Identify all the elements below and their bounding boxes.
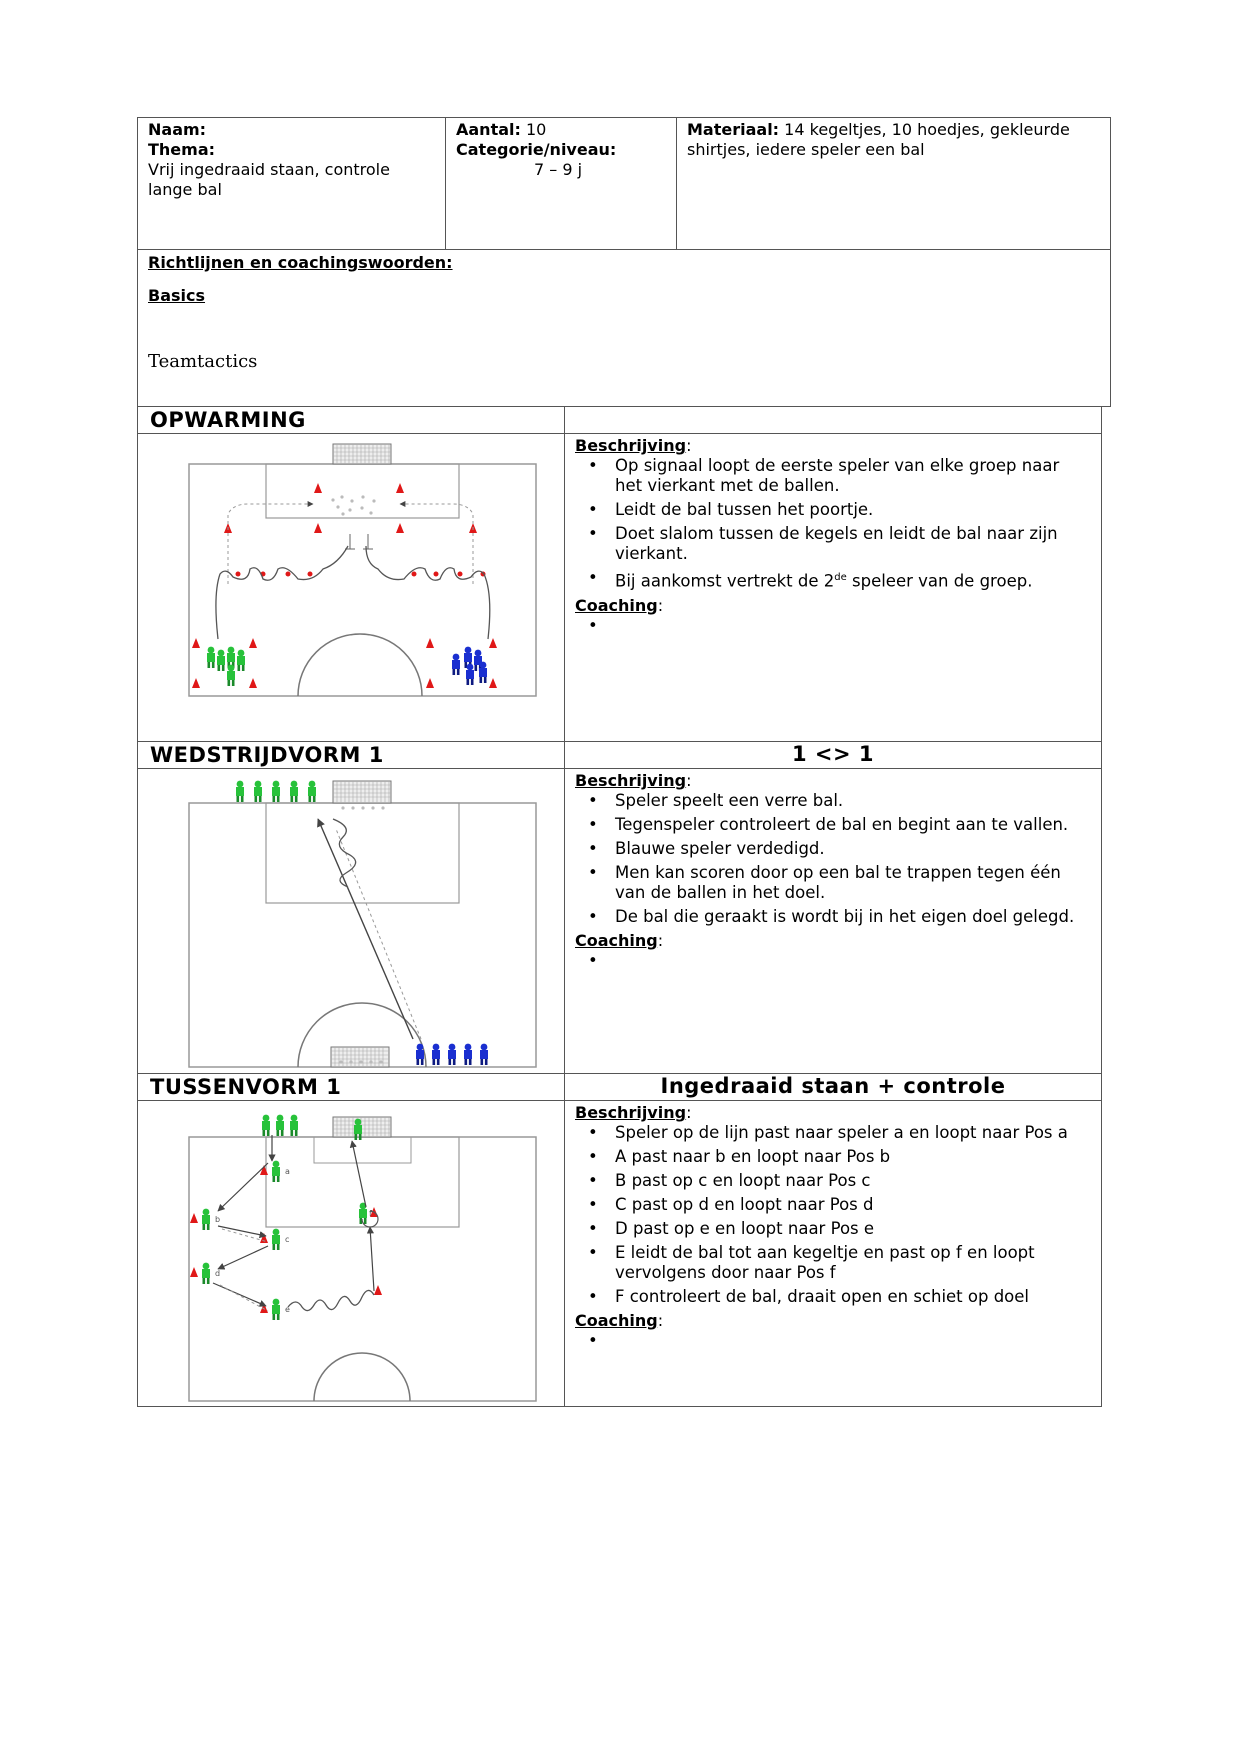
header-cell-aantal xyxy=(445,117,677,250)
description-item: • Bij aankomst vertrekt de 2de speleer van de groep. xyxy=(615,568,1091,592)
section-3-diagram-cell xyxy=(137,1100,565,1407)
coaching-item xyxy=(615,951,1091,971)
section-2-title-cell xyxy=(137,741,565,769)
coaching-list xyxy=(575,1331,1091,1351)
coaching-label: Coaching xyxy=(575,1311,658,1330)
description-item: • C past op d en loopt naar Pos d xyxy=(615,1195,1091,1215)
description-item: • Op signaal loopt de eerste speler van elke groep naar het vierkant met de ballen. xyxy=(615,456,1091,496)
section-1-text-cell: Beschrijving: • Op signaal loopt de eerste speler van elke groep naar het vierkant met de ballen. • Leidt de bal tussen het poortje. • Doet slalom tussen de kegels en leidt de bal naar zijn vierkant. • Bij aankomst vertrekt de 2de speleer van de groep. Coaching: • xyxy=(564,433,1102,742)
warmup-diagram xyxy=(138,434,564,741)
description-item: • B past op c en loopt naar Pos c xyxy=(615,1171,1091,1191)
description-item: • Men kan scoren door op een bal te trappen tegen één van de ballen in het doel. xyxy=(615,863,1091,903)
materiaal-value: 14 kegeltjes, 10 hoedjes, gekleurde shirtjes, iedere speler een bal xyxy=(687,120,1070,159)
section-1-title-cell xyxy=(137,406,565,434)
description-item: • E leidt de bal tot aan kegeltje en past op f en loopt vervolgens door naar Pos f xyxy=(615,1243,1091,1283)
section-3-title-cell xyxy=(137,1073,565,1101)
coaching-list xyxy=(575,951,1091,971)
basics-heading: Basics xyxy=(148,286,206,305)
description-item: • Speler op de lijn past naar speler a en loopt naar Pos a xyxy=(615,1123,1091,1143)
naam-label: Naam: xyxy=(148,120,207,139)
section-3-text-cell: Beschrijving: • Speler op de lijn past naar speler a en loopt naar Pos a • A past naar b en loopt naar Pos b • B past op c en loopt naar Pos c • C past op d en loopt naar Pos d • D past op e en loopt naar Pos e • E leidt de bal tot aan kegeltje en past op f en loopt vervolgens door naar Pos f • F controleert de bal, draait open en schiet op doel Coaching: • xyxy=(564,1100,1102,1407)
coaching-item xyxy=(615,1331,1091,1351)
section-title: WEDSTRIJDVORM 1 xyxy=(150,743,384,767)
description-list xyxy=(575,791,1091,927)
materiaal-label: Materiaal: xyxy=(687,120,780,139)
section-2-diagram-cell xyxy=(137,768,565,1074)
aantal-value: 10 xyxy=(526,120,547,139)
description-list xyxy=(575,1123,1091,1307)
section-title: OPWARMING xyxy=(150,408,306,432)
description-label: Beschrijving xyxy=(575,1103,687,1122)
categorie-value: 7 – 9 j xyxy=(534,160,583,179)
section-title: TUSSENVORM 1 xyxy=(150,1075,342,1099)
coaching-item xyxy=(615,616,1091,636)
section-2-text-cell: Beschrijving: • Speler speelt een verre bal. • Tegenspeler controleert de bal en begint aan te vallen. • Blauwe speler verdedigd. • Men kan scoren door op een bal te trappen tegen één van de ballen in het doel. • De bal die geraakt is wordt bij in het eigen doel gelegd. Coaching: • xyxy=(564,768,1102,1074)
diagram-label: d xyxy=(215,1269,221,1278)
section-subtitle: 1 <> 1 xyxy=(791,742,875,766)
guidelines-title: Richtlijnen en coachingswoorden: xyxy=(148,253,453,272)
diagram-label: c xyxy=(285,1235,290,1244)
section-1-subtitle-cell xyxy=(564,406,1102,434)
description-item: • D past op e en loopt naar Pos e xyxy=(615,1219,1091,1239)
description-item: • Blauwe speler verdedigd. xyxy=(615,839,1091,859)
description-item: • Speler speelt een verre bal. xyxy=(615,791,1091,811)
description-item: • Leidt de bal tussen het poortje. xyxy=(615,500,1091,520)
section-2-subtitle-cell xyxy=(564,741,1102,769)
section-subtitle: Ingedraaid staan + controle xyxy=(660,1074,1006,1098)
description-label: Beschrijving xyxy=(575,436,687,455)
description-list xyxy=(575,456,1091,592)
coaching-label: Coaching xyxy=(575,931,658,950)
aantal-label: Aantal: xyxy=(456,120,521,139)
header-cell-materiaal xyxy=(676,117,1111,250)
description-item: • A past naar b en loopt naar Pos b xyxy=(615,1147,1091,1167)
intermediate-diagram xyxy=(138,1101,564,1406)
description-label: Beschrijving xyxy=(575,771,687,790)
diagram-label: a xyxy=(285,1167,290,1176)
teamtactics-heading: Teamtactics xyxy=(148,351,258,372)
match-diagram xyxy=(138,769,564,1073)
description-item: • Tegenspeler controleert de bal en begint aan te vallen. xyxy=(615,815,1091,835)
thema-value: Vrij ingedraaid staan, controle lange bal xyxy=(148,160,390,199)
guidelines-cell xyxy=(137,249,1111,407)
section-3-subtitle-cell xyxy=(564,1073,1102,1101)
coaching-list xyxy=(575,616,1091,636)
description-item: • De bal die geraakt is wordt bij in het eigen doel gelegd. xyxy=(615,907,1091,927)
description-item: • F controleert de bal, draait open en schiet op doel xyxy=(615,1287,1091,1307)
section-1-diagram-cell xyxy=(137,433,565,742)
diagram-label: b xyxy=(215,1215,221,1224)
categorie-label: Categorie/niveau: xyxy=(456,140,617,159)
diagram-label: e xyxy=(285,1305,290,1314)
description-item: • Doet slalom tussen de kegels en leidt de bal naar zijn vierkant. xyxy=(615,524,1091,564)
thema-label: Thema: xyxy=(148,140,216,159)
coaching-label: Coaching xyxy=(575,595,658,615)
header-cell-naam xyxy=(137,117,446,250)
diagram-label: f xyxy=(369,1209,372,1218)
